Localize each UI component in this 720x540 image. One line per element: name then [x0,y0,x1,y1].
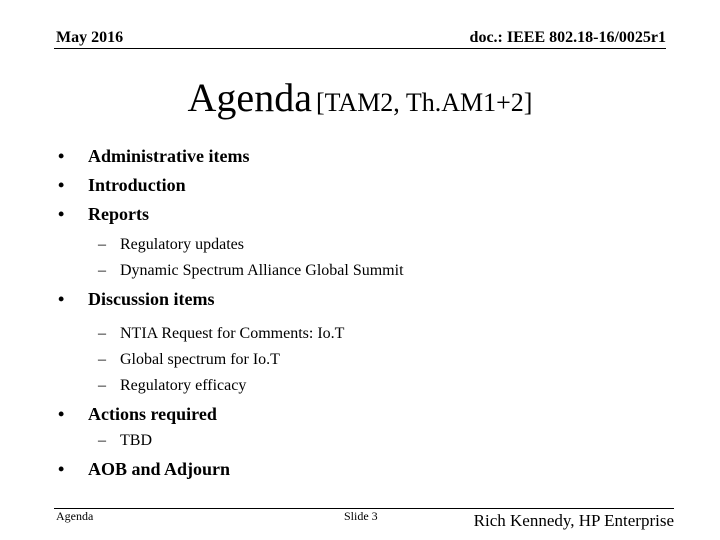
footer-slide-number: Slide 3 [344,509,378,523]
agenda-subitem-label: Dynamic Spectrum Alliance Global Summit [120,262,404,279]
header-rule [54,48,666,49]
agenda-item-label: Administrative items [88,146,250,166]
dash-icon: – [98,377,106,394]
agenda-item [58,456,678,485]
slide-title [0,74,720,121]
dash-icon: – [98,262,106,279]
dash-icon: – [98,325,106,342]
agenda-subitem [58,260,678,286]
agenda-subitem-label: Regulatory updates [120,236,244,253]
agenda-item-label: Introduction [88,175,186,195]
agenda-subitem [58,349,678,375]
agenda-list [58,143,678,485]
dash-icon: – [98,351,106,368]
bullet-icon: • [58,289,65,309]
agenda-subitem [58,375,678,401]
agenda-item-label: Actions required [88,404,217,424]
dash-icon: – [98,432,106,449]
agenda-subitem-label: Global spectrum for Io.T [120,351,280,368]
agenda-subitem [58,430,678,456]
agenda-item-label: Reports [88,204,149,224]
agenda-subitem-label: TBD [120,432,152,449]
title-sub: [TAM2, Th.AM1+2] [315,88,533,117]
header-date: May 2016 [56,29,124,46]
title-main: Agenda [187,75,312,120]
footer-author: Rich Kennedy, HP Enterprise [473,511,674,530]
agenda-subitem-label: Regulatory efficacy [120,377,247,394]
agenda-item [58,143,678,172]
agenda-subitem [58,234,678,260]
agenda-item [58,286,678,315]
bullet-icon: • [58,175,65,195]
dash-icon: – [98,236,106,253]
bullet-icon: • [58,146,65,166]
header-doc-id: doc.: IEEE 802.18-16/0025r1 [469,29,666,46]
agenda-item [58,172,678,201]
agenda-item [58,401,678,430]
footer-section: Agenda [56,509,94,523]
agenda-subitem-label: NTIA Request for Comments: Io.T [120,325,345,342]
agenda-subitem [58,323,678,349]
agenda-item-label: AOB and Adjourn [88,459,231,479]
agenda-item [58,201,678,230]
bullet-icon: • [58,459,65,479]
bullet-icon: • [58,404,65,424]
bullet-icon: • [58,204,65,224]
agenda-item-label: Discussion items [88,289,215,309]
